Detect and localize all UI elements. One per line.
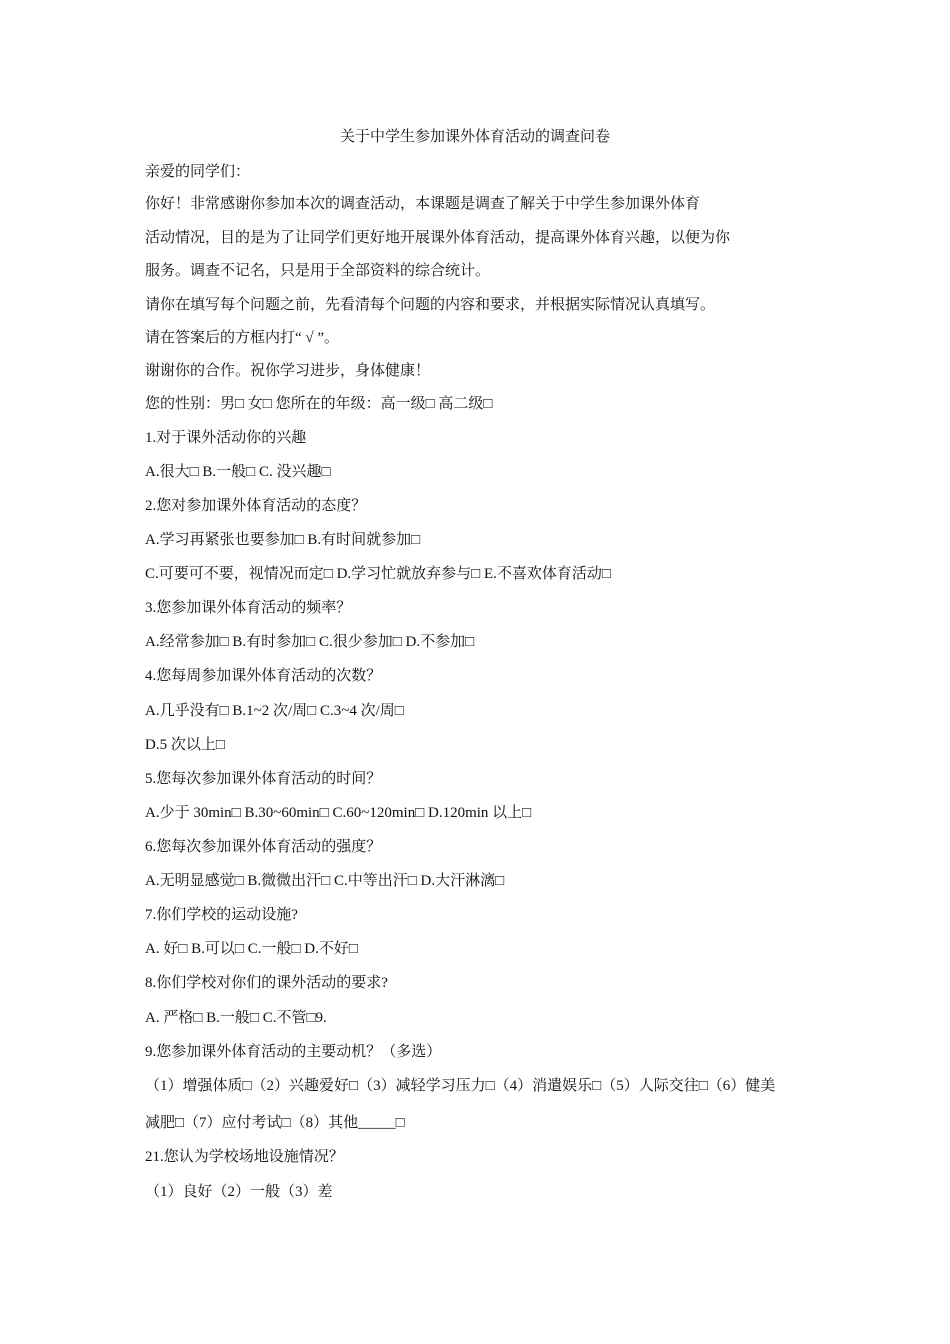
instruction-line-1: 请你在填写每个问题之前，先看清每个问题的内容和要求，并根据实际情况认真填写。 xyxy=(145,297,716,313)
question-5: 5.您每次参加课外体育活动的时间？ xyxy=(145,771,382,787)
document-title: 关于中学生参加课外体育活动的调查问卷 xyxy=(339,129,610,145)
greeting: 亲爱的同学们： xyxy=(145,164,251,180)
question-8-options: A. 严格□ B.一般□ C.不管□9. xyxy=(145,1010,327,1026)
question-4: 4.您每周参加课外体育活动的次数？ xyxy=(145,668,382,684)
question-9-options-2: 减肥□（7）应付考试□（8）其他_____□ xyxy=(145,1115,405,1131)
question-2: 2.您对参加课外体育活动的态度？ xyxy=(145,498,367,514)
intro-line-1: 你好！非常感谢你参加本次的调查活动，本课题是调查了解关于中学生参加课外体育 xyxy=(145,196,701,212)
question-6: 6.您每次参加课外体育活动的强度？ xyxy=(145,839,382,855)
question-9-options-1: （1）增强体质□（2）兴趣爱好□（3）减轻学习压力□（4）消遣娱乐□（5）人际交往□（6）健美 xyxy=(145,1078,776,1094)
instruction-line-2: 请在答案后的方框内打“ √ ”。 xyxy=(145,330,340,346)
question-4-options-2: D.5 次以上□ xyxy=(145,737,225,753)
question-7: 7.你们学校的运动设施? xyxy=(145,907,298,923)
question-21-options: （1）良好（2）一般（3）差 xyxy=(145,1184,333,1200)
thanks-line: 谢谢你的合作。祝你学习进步，身体健康！ xyxy=(145,363,431,379)
question-2-options-1: A.学习再紧张也要参加□ B.有时间就参加□ xyxy=(145,532,421,548)
question-6-options: A.无明显感觉□ B.微微出汗□ C.中等出汗□ D.大汗淋漓□ xyxy=(145,873,505,889)
question-1-options: A.很大□ B.一般□ C. 没兴趣□ xyxy=(145,464,331,480)
question-21: 21.您认为学校场地设施情况？ xyxy=(145,1149,344,1165)
question-3-options: A.经常参加□ B.有时参加□ C.很少参加□ D.不参加□ xyxy=(145,634,475,650)
question-1: 1.对于课外活动你的兴趣 xyxy=(145,430,307,446)
gender-grade-line: 您的性别：男□ 女□ 您所在的年级：高一级□ 高二级□ xyxy=(145,396,493,412)
question-7-options: A. 好□ B.可以□ C.一般□ D.不好□ xyxy=(145,941,358,957)
intro-line-2: 活动情况，目的是为了让同学们更好地开展课外体育活动，提高课外体育兴趣，以便为你 xyxy=(145,230,731,246)
question-9: 9.您参加课外体育活动的主要动机？（多选） xyxy=(145,1044,442,1060)
intro-line-3: 服务。调查不记名，只是用于全部资料的综合统计。 xyxy=(145,263,491,279)
question-5-options: A.少于 30min□ B.30~60min□ C.60~120min□ D.120min 以上□ xyxy=(145,805,532,821)
question-3: 3.您参加课外体育活动的频率？ xyxy=(145,600,352,616)
question-2-options-2: C.可要可不要，视情况而定□ D.学习忙就放弃参与□ E.不喜欢体育活动□ xyxy=(145,566,611,582)
question-4-options-1: A.几乎没有□ B.1~2 次/周□ C.3~4 次/周□ xyxy=(145,703,404,719)
question-8: 8.你们学校对你们的课外活动的要求? xyxy=(145,975,388,991)
